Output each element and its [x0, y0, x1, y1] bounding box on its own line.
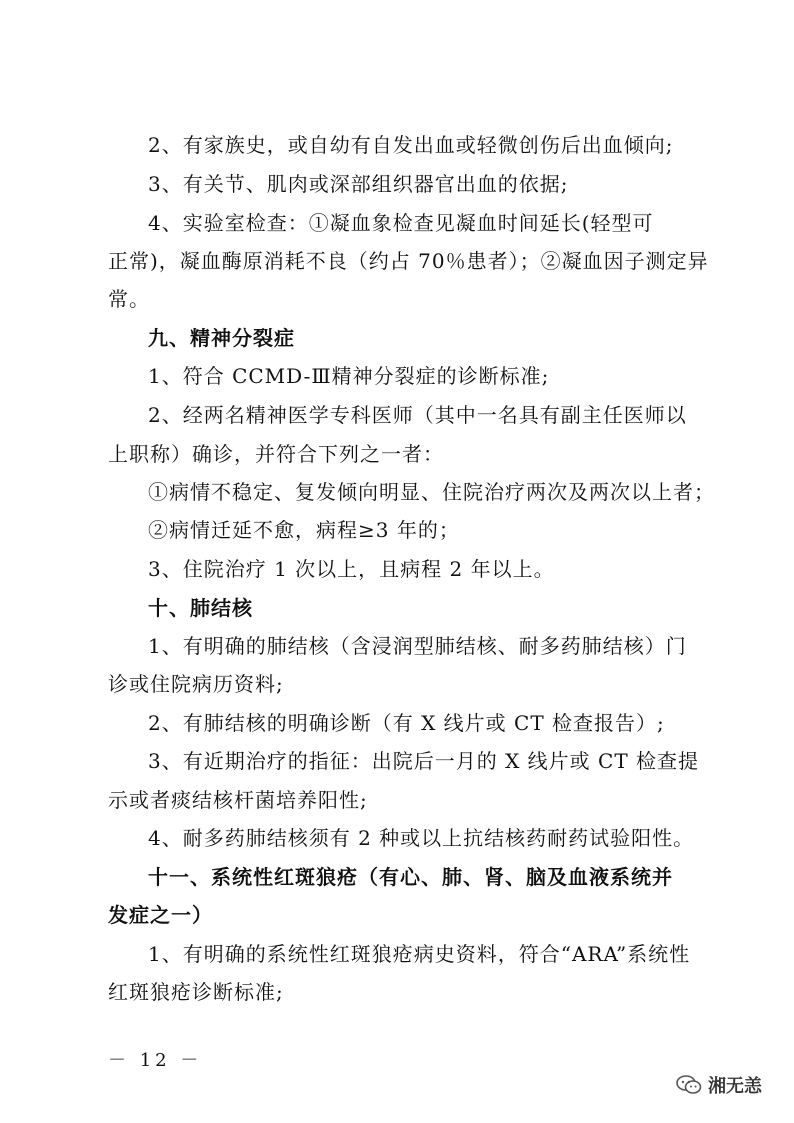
text-line: 1、有明确的肺结核（含浸润型肺结核、耐多药肺结核）门	[148, 634, 687, 658]
text-line: 2、有肺结核的明确诊断（有 X 线片或 CT 检查报告）;	[148, 711, 665, 735]
text-line: 正常)，凝血酶原消耗不良（约占 70％患者）；②凝血因子测定异	[108, 249, 709, 273]
section-heading: 十、肺结核	[148, 596, 253, 620]
wechat-icon	[676, 1074, 702, 1096]
section-heading: 发症之一）	[108, 903, 213, 927]
text-line: 4、耐多药肺结核须有 2 种或以上抗结核药耐药试验阳性。	[148, 826, 695, 850]
text-line: 2、有家族史，或自幼有自发出血或轻微创伤后出血倾向;	[148, 133, 674, 157]
text-line: 常。	[108, 287, 150, 311]
text-line: 上职称）确诊，并符合下列之一者：	[108, 442, 444, 466]
text-line: 诊或住院病历资料;	[108, 672, 284, 696]
text-line: 4、实验室检查：①凝血象检查见凝血时间延长(轻型可	[148, 211, 654, 235]
text-line: ②病情迁延不愈，病程≥3 年的；	[148, 518, 460, 542]
text-line: 1、有明确的系统性红斑狼疮病史资料，符合“ARA”系统性	[148, 942, 691, 966]
page-number: － 12 －	[108, 1050, 203, 1071]
watermark	[676, 1072, 762, 1098]
text-line: 示或者痰结核杆菌培养阳性;	[108, 788, 368, 812]
text-line: 红斑狼疮诊断标准;	[108, 980, 284, 1004]
text-line: ①病情不稳定、复发倾向明显、住院治疗两次及两次以上者；	[148, 480, 715, 504]
text-line: 1、符合 CCMD-Ⅲ精神分裂症的诊断标准;	[148, 364, 550, 388]
text-line: 3、有近期治疗的指征：出院后一月的 X 线片或 CT 检查提	[148, 749, 700, 773]
text-line: 2、经两名精神医学专科医师（其中一名具有副主任医师以	[148, 403, 687, 427]
text-line: 3、住院治疗 1 次以上，且病程 2 年以上。	[148, 557, 555, 581]
section-heading: 十一、系统性红斑狼疮（有心、肺、肾、脑及血液系统并	[148, 865, 673, 889]
text-line: 3、有关节、肌肉或深部组织器官出血的依据;	[148, 172, 569, 196]
watermark-text: 湘无恙	[708, 1076, 762, 1097]
section-heading: 九、精神分裂症	[148, 326, 295, 350]
